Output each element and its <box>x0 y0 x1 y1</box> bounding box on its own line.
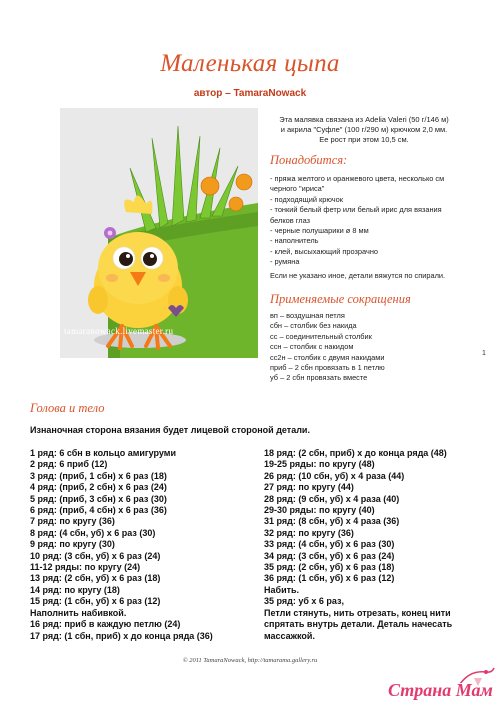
row-line: 36 ряд: (1 сбн, уб) х 6 раз (12) <box>264 573 395 584</box>
row-line: 31 ряд: (8 сбн, уб) х 4 раза (36) <box>264 516 400 527</box>
row-line: 35 ряд: (2 сбн, уб) х 6 раз (18) <box>264 562 395 573</box>
row-line: 14 ряд: по кругу (18) <box>30 584 120 595</box>
row-line: 29-30 ряды: по кругу (40) <box>264 505 375 516</box>
row-line: 28 ряд: (9 сбн, уб) х 4 раза (40) <box>264 493 400 504</box>
row-line: 15 ряд: (1 сбн, уб) х 6 раз (12) <box>30 596 161 607</box>
page-title: Маленькая цыпа <box>160 50 340 77</box>
abbreviations-list <box>270 311 385 384</box>
materials-list <box>270 174 444 268</box>
author-line: автор – TamaraNowack <box>193 88 307 99</box>
row-line: 10 ряд: (3 сбн, уб) х 6 раз (24) <box>30 550 161 561</box>
row-line: 19-25 ряды: по кругу (48) <box>264 459 375 470</box>
list-item: - клей, высыхающий прозрачно <box>270 246 379 256</box>
rows-right-column <box>264 448 474 642</box>
list-item: ссн – столбик с накидом <box>270 342 354 352</box>
row-line: 4 ряд: (приб, 2 сбн) х 6 раз (24) <box>30 482 167 493</box>
row-line: 2 ряд: 6 приб (12) <box>30 459 108 470</box>
intro-line: и акрила "Суфле" (100 г/290 м) крючком 2,0 мм. <box>280 125 448 134</box>
row-line: 33 ряд: (4 сбн, уб) х 6 раз (30) <box>264 539 395 550</box>
list-item: сбн – столбик без накида <box>270 321 357 331</box>
intro-line: Эта малявка связана из Adelia Valeri (50 г/146 м) <box>279 115 449 124</box>
row-line: 18 ряд: (2 сбн, приб) х до конца ряда (48) <box>264 448 447 458</box>
list-item: - подходящий крючок <box>270 194 343 204</box>
row-line: 34 ряд: (3 сбн, уб) х 6 раз (24) <box>264 550 395 561</box>
row-line: 16 ряд: приб в каждую петлю (24) <box>30 619 181 630</box>
row-line: 27 ряд: по кругу (44) <box>264 482 354 493</box>
list-item: сс – соединительный столбик <box>270 331 372 341</box>
abbreviations-heading: Применяемые сокращения <box>270 292 411 306</box>
row-line: 32 ряд: по кругу (36) <box>264 527 354 538</box>
materials-heading: Понадобится: <box>270 153 348 167</box>
spiral-note: Если не указано иное, детали вяжутся по спирали. <box>270 271 446 280</box>
list-item: - румяна <box>270 257 300 267</box>
photo-watermark: tamaranowack.livemaster.ru <box>64 326 174 336</box>
page-number: 1 <box>482 350 486 357</box>
row-line: 13 ряд: (2 сбн, уб) х 6 раз (18) <box>30 573 161 584</box>
row-line: 5 ряд: (приб, 3 сбн) х 6 раз (30) <box>30 493 167 504</box>
row-line: 8 ряд: (4 сбн, уб) х 6 раз (30) <box>30 527 156 538</box>
list-item: уб – 2 сбн провязать вместе <box>270 373 368 383</box>
row-line: Наполнить набивкой. <box>30 607 127 618</box>
list-item: - наполнитель <box>270 236 319 246</box>
intro-text <box>268 115 460 145</box>
row-line: 26 ряд: (10 сбн, уб) х 4 раза (44) <box>264 470 405 481</box>
row-line: 6 ряд: (приб, 4 сбн) х 6 раз (36) <box>30 505 167 516</box>
list-item: - черные полушарики ø 8 мм <box>270 226 369 236</box>
row-line: 9 ряд: по кругу (30) <box>30 539 115 550</box>
list-item: - тонкий белый фетр или белый ирис для вязания <box>270 205 442 215</box>
rows-left-column <box>30 448 255 642</box>
list-item: черного "ириса" <box>270 184 325 194</box>
list-item: белков глаз <box>270 215 310 225</box>
head-body-heading: Голова и тело <box>30 401 105 415</box>
list-item: вп – воздушная петля <box>270 311 345 320</box>
intro-line: Ее рост при этом 10,5 см. <box>319 135 409 144</box>
list-item: - пряжа желтого и оранжевого цвета, несколько см <box>270 174 445 183</box>
row-line: 17 ряд: (1 сбн, приб) х до конца ряда (36) <box>30 630 213 641</box>
site-logo[interactable]: Страна Мам <box>388 680 493 700</box>
row-line: 11-12 ряды: по кругу (24) <box>30 562 141 573</box>
row-line: Набить. <box>264 584 300 595</box>
row-line: 7 ряд: по кругу (36) <box>30 516 115 527</box>
row-line: 35 ряд: уб х 6 раз, <box>264 596 345 607</box>
chick-photo <box>60 108 258 358</box>
list-item: сс2н – столбик с двумя накидами <box>270 352 385 362</box>
copyright-footer: © 2011 TamaraNowack, http://tamarama.gallery.ru <box>182 657 318 664</box>
list-item: приб – 2 сбн провязать в 1 петлю <box>270 363 385 373</box>
chick-illustration <box>60 108 258 358</box>
row-line: 3 ряд: (приб, 1 сбн) х 6 раз (18) <box>30 470 167 481</box>
finishing-instructions: Петли стянуть, нить отрезать, конец нити спрятать внутрь детали. Деталь начесать массажкой. <box>264 607 453 641</box>
lead-line: Изнаночная сторона вязания будет лицевой стороной детали. <box>30 425 310 435</box>
row-line: 1 ряд: 6 сбн в кольцо амигуруми <box>30 448 176 458</box>
